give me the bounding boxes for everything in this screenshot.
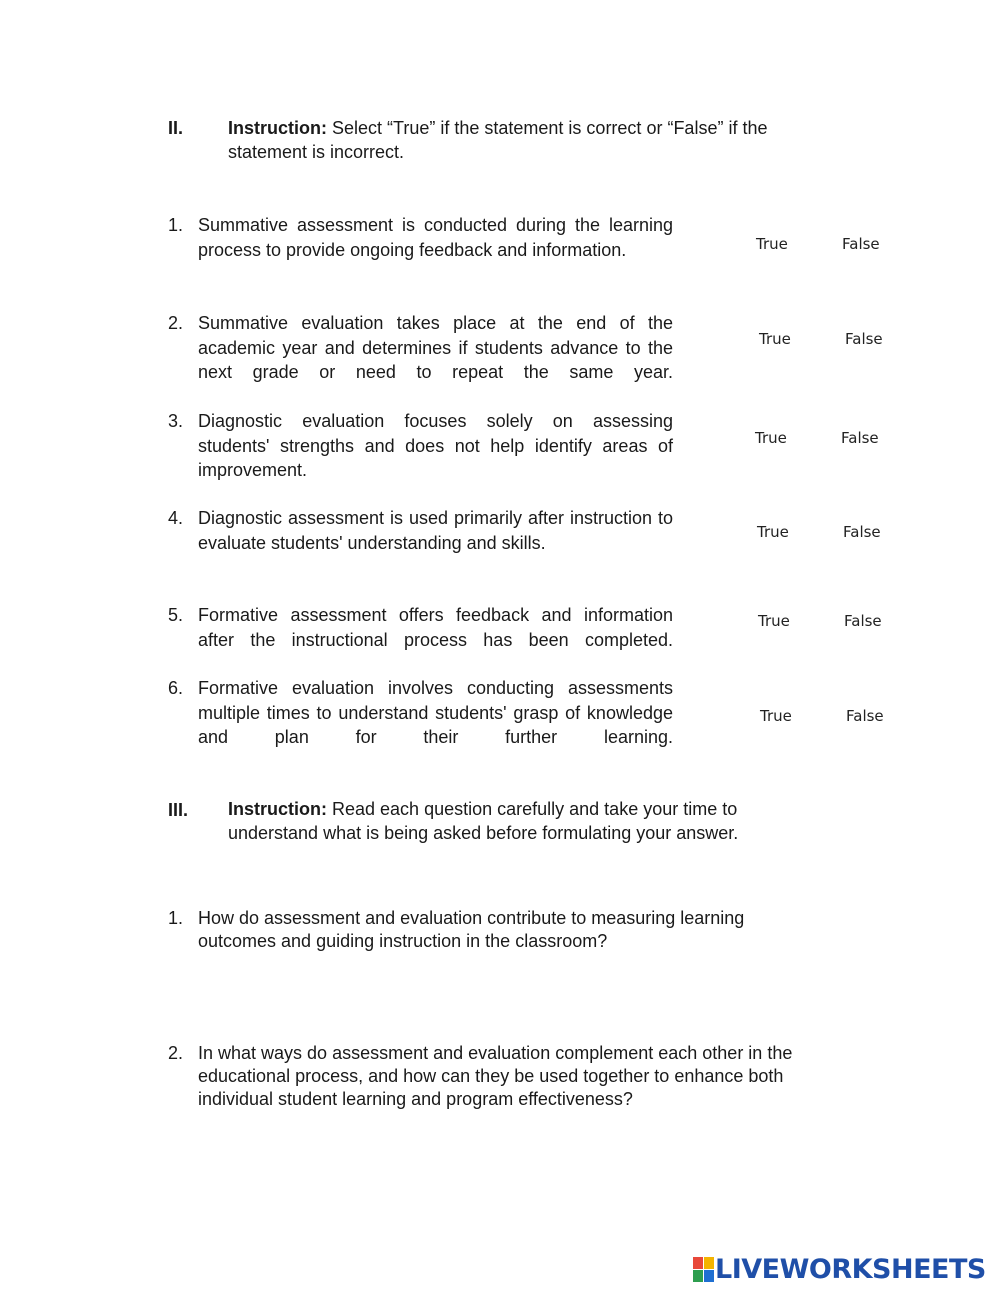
question-number: 1.	[168, 215, 184, 235]
section-2-numeral: II.	[168, 118, 184, 138]
q3-false-option[interactable]: False	[841, 429, 879, 447]
question-number: 5.	[168, 605, 184, 625]
question-number: 6.	[168, 678, 184, 698]
section-2-instruction-text: Select “True” if the statement is correct or “False” if the statement is incorrect.	[228, 118, 768, 162]
question-number: 2.	[168, 1043, 184, 1063]
section-2-instruction	[228, 116, 828, 164]
q4-true-option[interactable]: True	[757, 523, 789, 541]
q2-true-option[interactable]: True	[759, 330, 791, 348]
section-3-instruction-label: Instruction:	[228, 799, 327, 819]
question-text: Summative evaluation takes place at the end of the academic year and determines if students advance to the next grade or need to repeat the same year.	[198, 313, 673, 382]
logo-square-green	[693, 1270, 703, 1282]
logo-square-red	[693, 1257, 703, 1269]
liveworksheets-logo	[693, 1254, 986, 1284]
q4-false-option[interactable]: False	[843, 523, 881, 541]
q6-true-option[interactable]: True	[760, 707, 792, 725]
section-3-numeral: III.	[168, 800, 189, 820]
question-text: In what ways do assessment and evaluation complement each other in the educational process, and how can they be used together to enhance both individual student learning and program effectiveness?	[198, 1043, 793, 1109]
question-number: 4.	[168, 508, 184, 528]
q6-false-option[interactable]: False	[846, 707, 884, 725]
tf-question-5	[168, 603, 673, 652]
open-question-2	[168, 1042, 848, 1111]
q1-true-option[interactable]: True	[756, 235, 788, 253]
section-3-instruction	[228, 797, 818, 845]
tf-question-6	[168, 676, 673, 750]
q1-false-option[interactable]: False	[842, 235, 880, 253]
question-text: Diagnostic assessment is used primarily after instruction to evaluate students' understanding and skills.	[198, 508, 673, 553]
logo-square-blue	[704, 1270, 714, 1282]
open-question-1	[168, 907, 818, 953]
question-text: Summative assessment is conducted during the learning process to provide ongoing feedback and information.	[198, 215, 673, 260]
tf-question-4	[168, 506, 673, 555]
q5-true-option[interactable]: True	[758, 612, 790, 630]
section-3-instruction-text: Read each question carefully and take your time to understand what is being asked before formulating your answer.	[228, 799, 739, 843]
question-text: Formative evaluation involves conducting assessments multiple times to understand students' grasp of knowledge and plan for their further learning.	[198, 678, 673, 747]
tf-question-2	[168, 311, 673, 385]
question-text: Formative assessment offers feedback and information after the instructional process has been completed.	[198, 605, 673, 650]
question-number: 2.	[168, 313, 184, 333]
tf-question-3	[168, 409, 673, 483]
question-text: Diagnostic evaluation focuses solely on assessing students' strengths and does not help identify areas of improvement.	[198, 411, 673, 480]
question-number: 3.	[168, 411, 184, 431]
question-text: How do assessment and evaluation contribute to measuring learning outcomes and guiding instruction in the classroom?	[198, 908, 745, 951]
q5-false-option[interactable]: False	[844, 612, 882, 630]
tf-question-1	[168, 213, 673, 262]
logo-square-yellow	[704, 1257, 714, 1269]
q2-false-option[interactable]: False	[845, 330, 883, 348]
section-2-instruction-label: Instruction:	[228, 118, 327, 138]
brand-name: LIVEWORKSHEETS	[715, 1253, 986, 1285]
question-number: 1.	[168, 908, 184, 928]
liveworksheets-logo-icon	[693, 1257, 713, 1281]
q3-true-option[interactable]: True	[755, 429, 787, 447]
